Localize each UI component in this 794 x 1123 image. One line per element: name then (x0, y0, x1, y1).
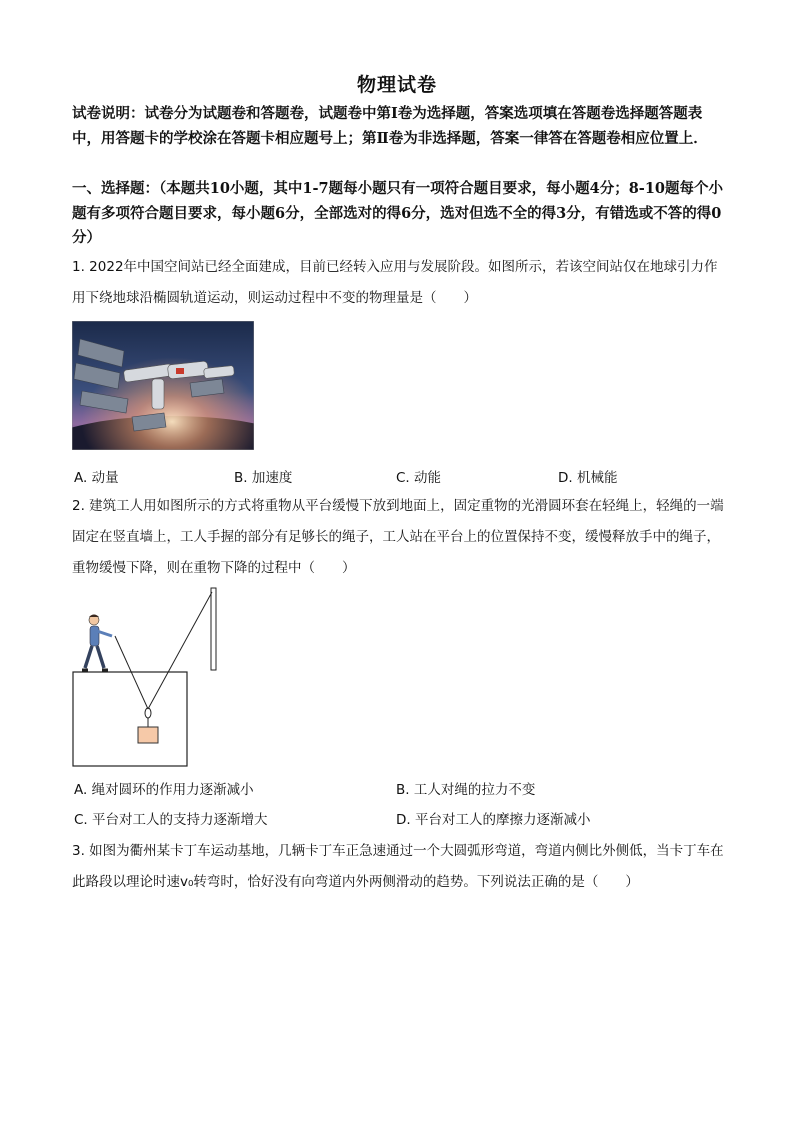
space-station-figure (72, 321, 254, 450)
q1-option-d[interactable]: D. 机械能 (558, 470, 618, 486)
page-title: 物理试卷 (356, 74, 437, 96)
q1-option-c[interactable]: C. 动能 (396, 470, 442, 486)
q1-option-a[interactable]: A. 动量 (74, 470, 119, 486)
section-one-heading: 一、选择题：（本题共10小题，其中1-7题每小题只有一项符合题目要求，每小题4分；8-10题每个小题有多项符合题目要求，每小题6分，全部选对的得6分，选对但选不全的得3分，有错选或不答的得0分） (72, 180, 723, 246)
q2-option-b[interactable]: B. 工人对绳的拉力不变 (396, 782, 536, 798)
exam-instructions: 试卷说明：试卷分为试题卷和答题卷，试题卷中第Ⅰ卷为选择题，答案选项填在答题卷选择题答题表中，用答题卡的学校涂在答题卡相应题号上；第Ⅱ卷为非选择题，答案一律答在答题卷相应位置上． (72, 105, 708, 147)
q2-option-d[interactable]: D. 平台对工人的摩擦力逐渐减小 (396, 812, 591, 828)
q2-option-c[interactable]: C. 平台对工人的支持力逐渐增大 (74, 812, 268, 828)
worker-rope-figure (70, 584, 222, 770)
q2-option-a[interactable]: A. 绳对圆环的作用力逐渐减小 (74, 782, 254, 798)
worker-icon (82, 615, 112, 671)
question-3-stem: 3. 如图为衢州某卡丁车运动基地，几辆卡丁车正急速通过一个大圆弧形弯道，弯道内侧比外侧低，当卡丁车在此路段以理论时速v₀转弯时，恰好没有向弯道内外两侧滑动的趋势。下列说法正确的是（ ） (72, 843, 724, 890)
question-2-stem: 2. 建筑工人用如图所示的方式将重物从平台缓慢下放到地面上，固定重物的光滑圆环套在轻绳上，轻绳的一端固定在竖直墙上，工人手握的部分有足够长的绳子，工人站在平台上的位置保持不变，缓慢释放手中的绳子，重物缓慢下降，则在重物下降的过程中（ ） (72, 498, 724, 576)
question-1-stem: 1. 2022年中国空间站已经全面建成，目前已经转入应用与发展阶段。如图所示，若该空间站仅在地球引力作用下绕地球沿椭圆轨道运动，则运动过程中不变的物理量是（ ） (72, 259, 718, 306)
q1-option-b[interactable]: B. 加速度 (234, 470, 293, 486)
